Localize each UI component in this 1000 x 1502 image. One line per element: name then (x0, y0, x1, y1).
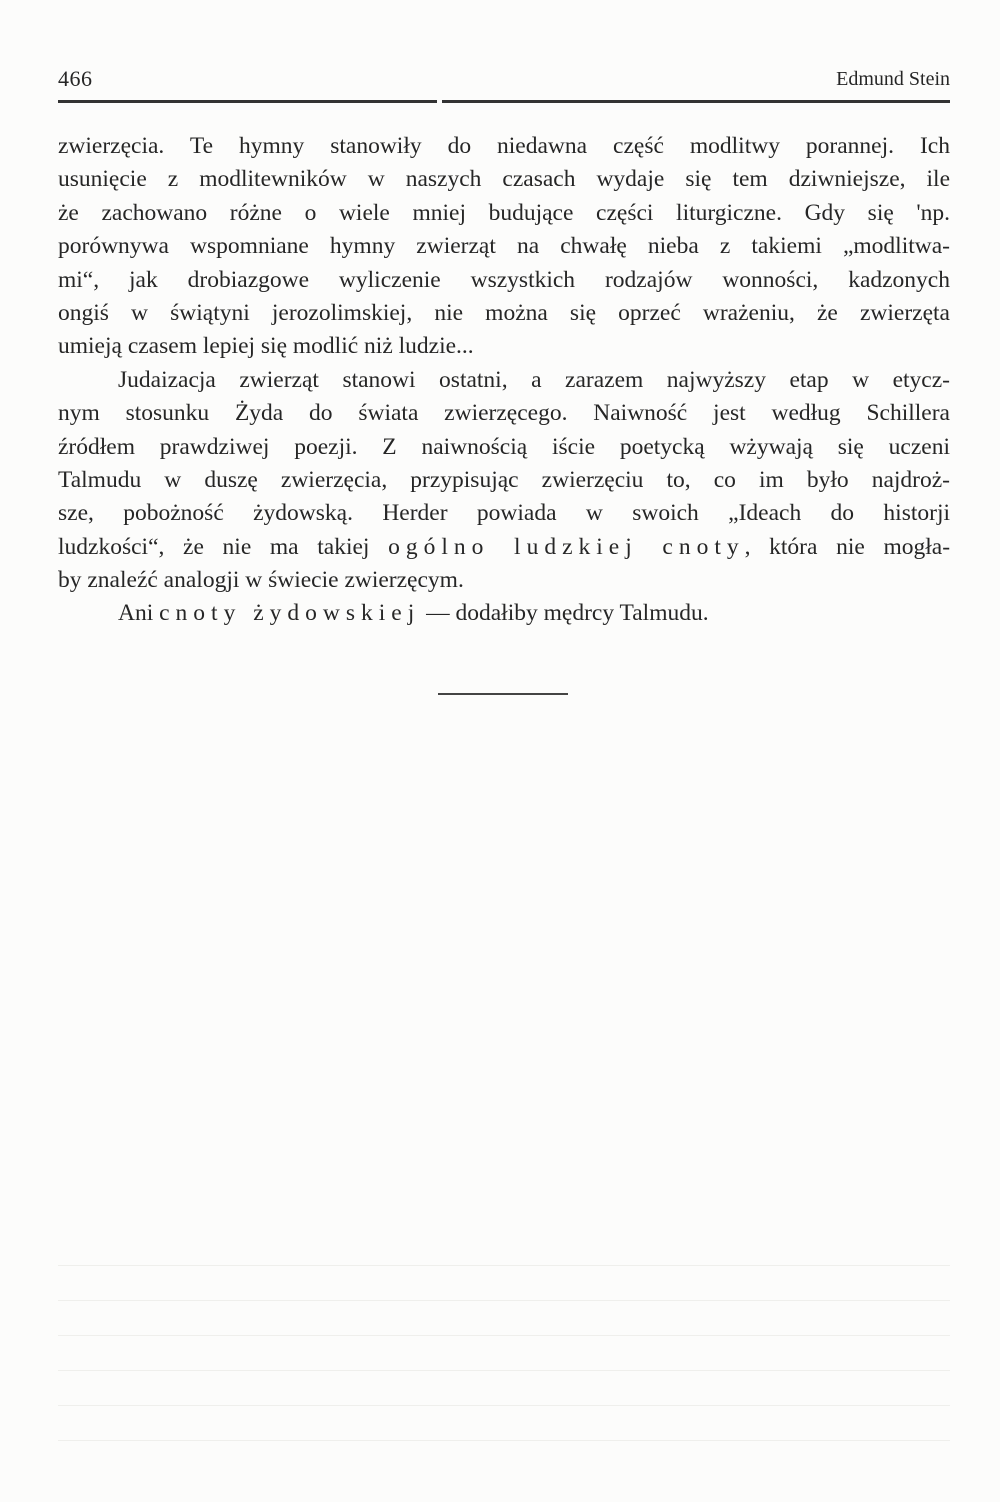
header-rule (58, 100, 950, 103)
text-line-mixed (58, 531, 950, 564)
bleed-through-line (58, 1405, 950, 1406)
body-text (58, 130, 950, 631)
text-line: Judaizacja zwierząt stanowi ostatni, a zarazem najwyższy etap w etycz- (118, 366, 950, 393)
text-segment: — dodałiby mędrcy Talmudu. (420, 600, 709, 627)
paragraph-2 (58, 364, 950, 598)
bleed-through-line (58, 1370, 950, 1371)
text-line: ongiś w świątyni jerozolimskiej, nie można się oprzeć wrażeniu, że zwierzęta (58, 299, 950, 326)
text-line: porównywa wspomniane hymny zwierząt na chwałę nieba z takiemi „modlitwa- (58, 233, 950, 260)
bleed-through-line (58, 1265, 950, 1266)
text-line: by znaleźć analogji w świecie zwierzęcym. (58, 567, 464, 594)
spaced-emphasis: ogólno ludzkiej cnoty (388, 533, 745, 560)
spaced-emphasis: cnoty żydowskiej (159, 600, 421, 627)
page-number: 466 (58, 66, 93, 91)
closing-rule (438, 693, 568, 695)
text-line: umieją czasem lepiej się modlić niż ludzie... (58, 333, 474, 360)
text-line: zwierzęcia. Te hymny stanowiły do niedawna część modlitwy porannej. Ich (58, 133, 950, 159)
text-line: nym stosunku Żyda do świata zwierzęcego. Naiwność jest według Schillera (58, 400, 950, 427)
bleed-through-line (58, 1300, 950, 1301)
paragraph-1 (58, 130, 950, 364)
text-line: usunięcie z modlitewników w naszych czasach wydaje się tem dziwniejsze, ile (58, 166, 950, 193)
text-line: sze, pobożność żydowską. Herder powiada w swoich „Ideach do historji (58, 500, 950, 527)
header-rule-gap (437, 99, 442, 105)
page-header (58, 66, 950, 96)
bleed-through-line (58, 1335, 950, 1336)
text-segment: , która nie mogła- (744, 533, 951, 560)
text-line: źródłem prawdziwej poezji. Z naiwnością iście poetycką wżywają się uczeni (58, 433, 950, 460)
paragraph-3 (58, 597, 950, 630)
bleed-through-line (58, 1440, 950, 1441)
text-line: Talmudu w duszę zwierzęcia, przypisując zwierzęciu to, co im było najdroż- (58, 466, 950, 493)
text-segment: ludzkości“, że nie ma takiej (58, 533, 370, 560)
text-line: mi“, jak drobiazgowe wyliczenie wszystkich rodzajów wonności, kadzonych (58, 266, 950, 293)
text-line-mixed (58, 597, 950, 630)
text-segment: Ani (118, 600, 154, 627)
text-line: że zachowano różne o wiele mniej budujące części liturgiczne. Gdy się 'np. (58, 199, 950, 226)
running-head: Edmund Stein (836, 68, 950, 90)
